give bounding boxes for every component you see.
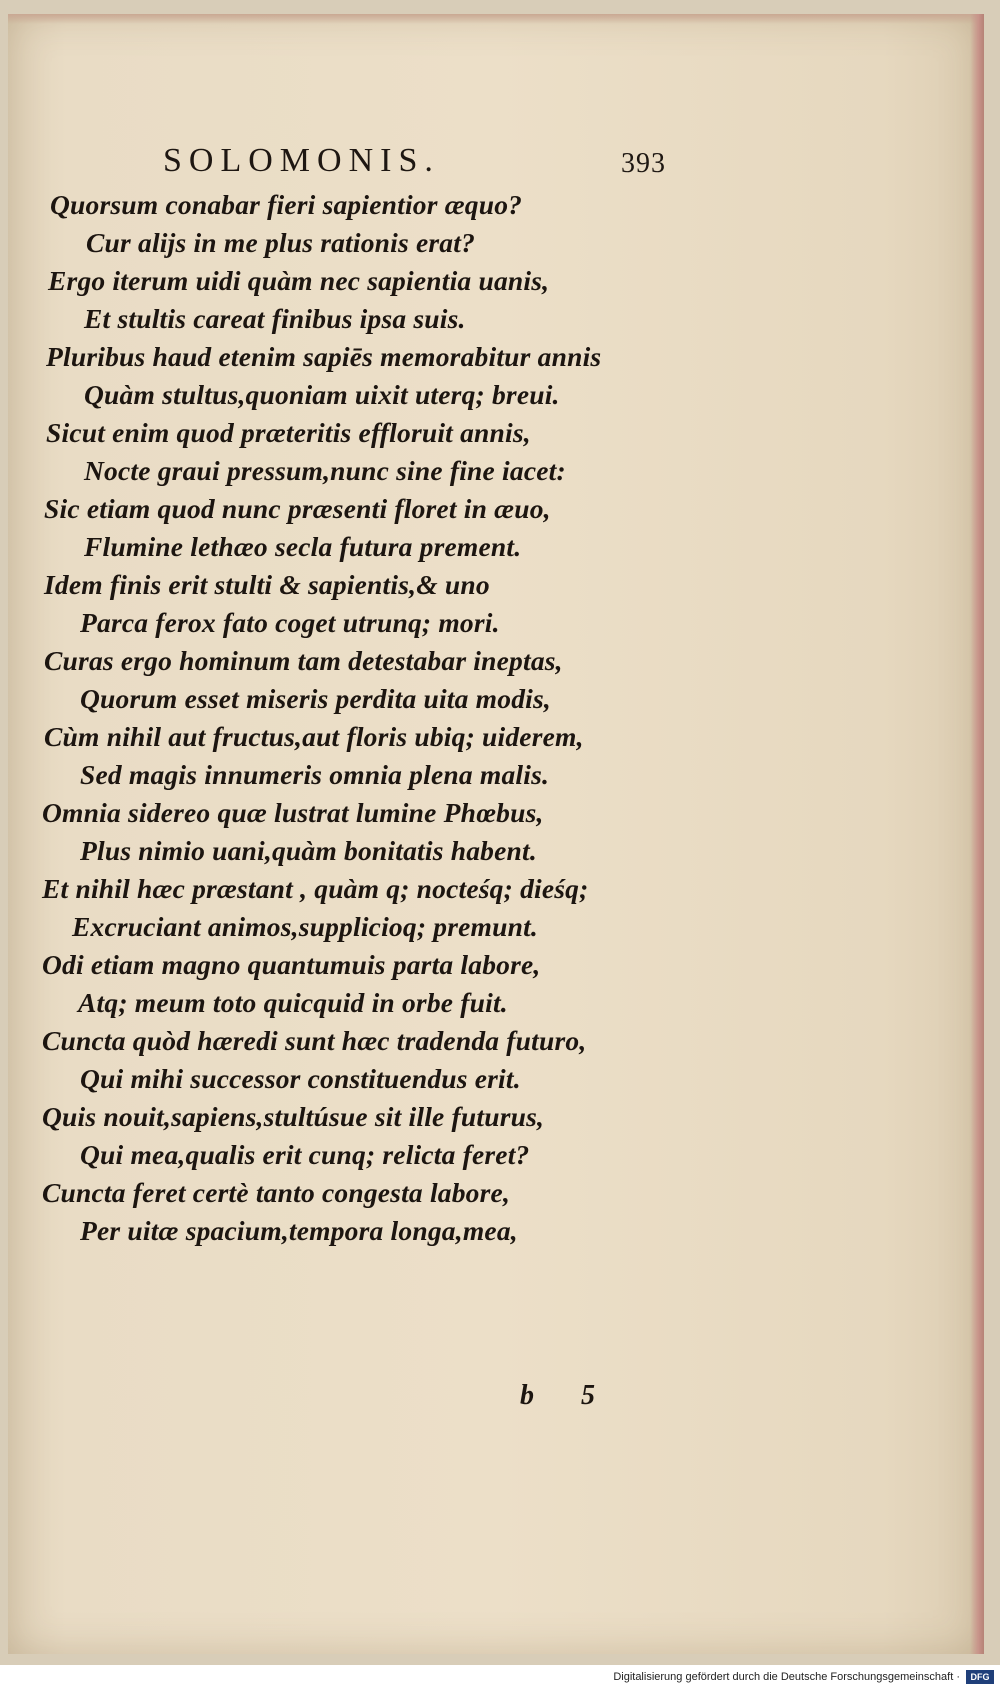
- verse-line: Qui mea,qualis erit cunq; relicta feret?: [80, 1139, 530, 1170]
- verse-line: Curas ergo hominum tam detestabar ineptas,: [44, 645, 563, 676]
- verse-line: Cur alijs in me plus rationis erat?: [86, 227, 476, 258]
- page-top-edge: [8, 14, 980, 24]
- page-number: 393: [621, 148, 666, 179]
- verse-line: Parca ferox fato coget utrunq; mori.: [80, 607, 500, 638]
- verse-line: Sic etiam quod nunc præsenti floret in æuo,: [44, 493, 551, 524]
- verse-line: Omnia sidereo quæ lustrat lumine Phœbus,: [42, 797, 544, 828]
- verse-line: Idem finis erit stulti & sapientis,& uno: [44, 569, 490, 600]
- verse-line: Qui mihi successor constituendus erit.: [80, 1063, 521, 1094]
- verse-line: Flumine lethæo secla futura prement.: [84, 531, 522, 562]
- verse-line: Atq; meum toto quicquid in orbe fuit.: [78, 987, 508, 1018]
- running-head: SOLOMONIS.: [163, 142, 440, 179]
- digitization-footer: [0, 1665, 1000, 1691]
- signature-mark-number: 5: [581, 1380, 595, 1411]
- verse-line: Excruciant animos,supplicioq; premunt.: [72, 911, 539, 942]
- verse-line: Quorum esset miseris perdita uita modis,: [80, 683, 551, 714]
- verse-line: Nocte graui pressum,nunc sine fine iacet:: [84, 455, 566, 486]
- signature-mark-letter: b: [520, 1380, 534, 1411]
- verse-line: Quàm stultus,quoniam uixit uterq; breui.: [84, 379, 560, 410]
- verse-line: Cùm nihil aut fructus,aut floris ubiq; uiderem,: [44, 721, 584, 752]
- verse-line: Odi etiam magno quantumuis parta labore,: [42, 949, 541, 980]
- verse-line: Sed magis innumeris omnia plena malis.: [80, 759, 550, 790]
- book-page: [8, 14, 984, 1654]
- verse-line: Et nihil hæc præstant , quàm q; nocteśq; dieśq;: [42, 873, 589, 904]
- verse-line: Plus nimio uani,quàm bonitatis habent.: [80, 835, 537, 866]
- page-header: [8, 142, 980, 182]
- verse-line: Per uitæ spacium,tempora longa,mea,: [80, 1215, 518, 1246]
- verse-line: Ergo iterum uidi quàm nec sapientia uanis,: [48, 265, 550, 296]
- verse-line: Cuncta feret certè tanto congesta labore,: [42, 1177, 511, 1208]
- verse-line: Et stultis careat finibus ipsa suis.: [84, 303, 466, 334]
- funding-credit: Digitalisierung gefördert durch die Deutsche Forschungsgemeinschaft ·: [613, 1671, 960, 1683]
- verse-line: Quorsum conabar fieri sapientior æquo?: [50, 189, 523, 220]
- verse-line: Cuncta quòd hæredi sunt hæc tradenda futuro,: [42, 1025, 587, 1056]
- verse-line: Sicut enim quod præteritis effloruit annis,: [46, 417, 531, 448]
- verse-line: Quis nouit,sapiens,stultúsue sit ille futurus,: [42, 1101, 545, 1132]
- dfg-logo: DFG: [966, 1670, 994, 1684]
- page-right-edge: [970, 14, 984, 1654]
- verse-line: Pluribus haud etenim sapiēs memorabitur annis: [46, 341, 602, 372]
